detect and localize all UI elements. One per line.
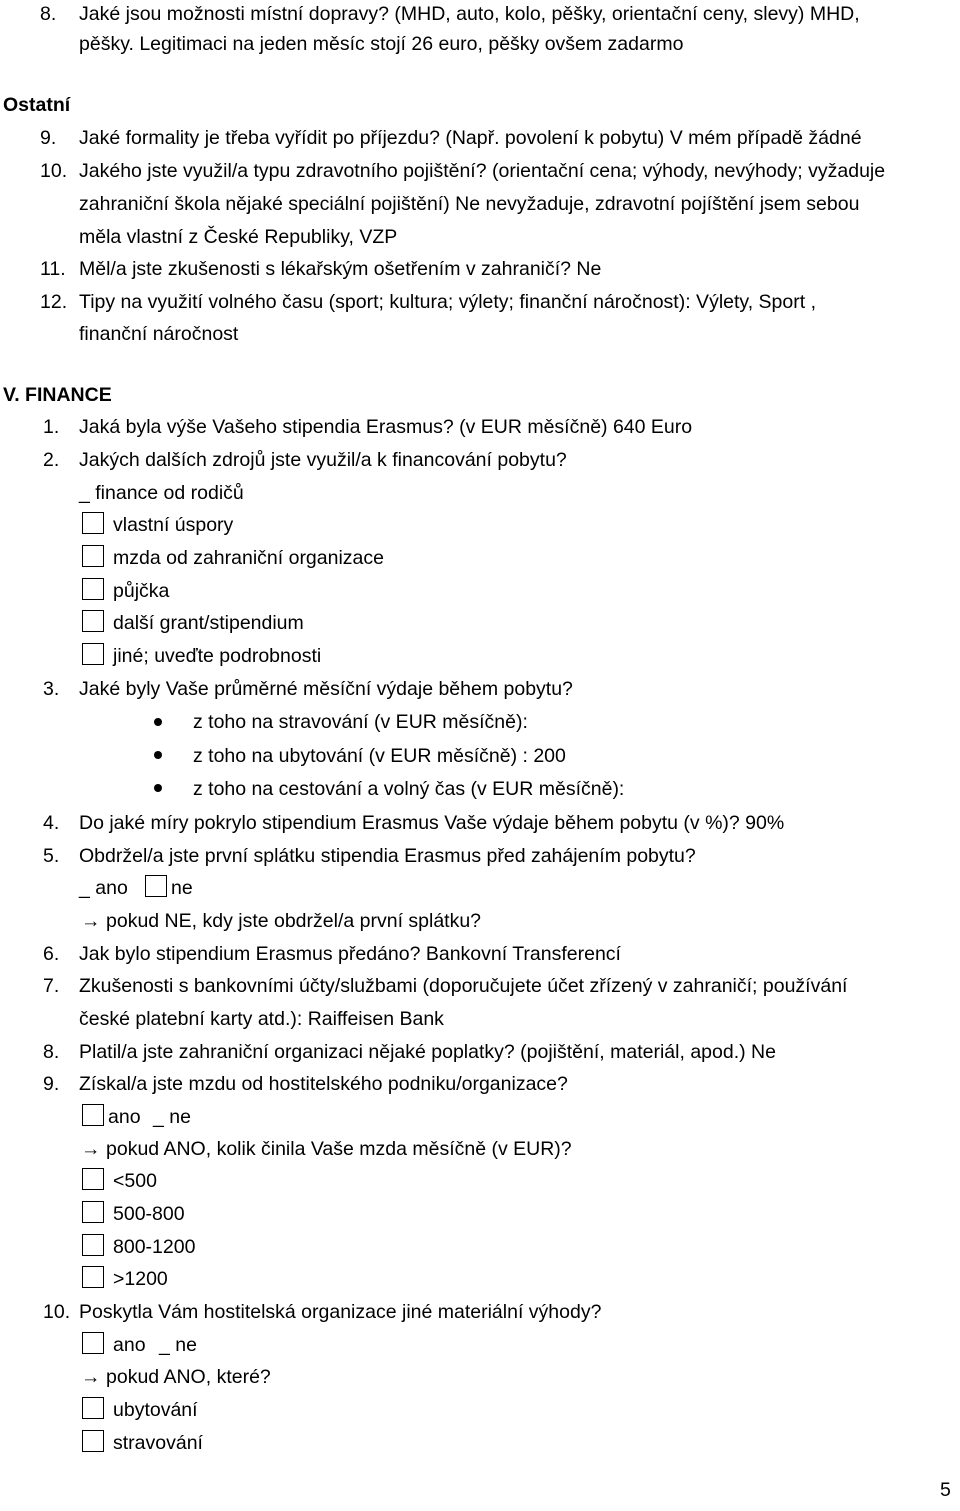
item-number: 9. [40,127,57,149]
checkbox[interactable] [82,1397,104,1419]
checkbox[interactable] [82,1430,104,1452]
question-text: Platil/a jste zahraniční organizaci nějaké poplatky? (pojištění, materiál, apod.) Ne [79,1041,776,1063]
checkbox[interactable] [82,1332,104,1354]
bullet [154,718,162,726]
item-number: 3. [43,678,60,700]
followup-text: pokud ANO, kolik činila Vaše mzda měsíčně (v EUR)? [106,1138,572,1160]
option-label: 800-1200 [113,1236,196,1258]
item-number: 9. [43,1073,60,1095]
option-label: >1200 [113,1268,168,1290]
question-text: Jaké byly Vaše průměrné měsíční výdaje během pobytu? [79,678,573,700]
checkbox[interactable] [82,1201,104,1223]
item-number: 10. [43,1301,71,1323]
checkbox[interactable] [82,1234,104,1256]
checkbox[interactable] [82,578,104,600]
question-text: Jakých dalších zdrojů jste využil/a k financování pobytu? [79,449,567,471]
arrow-icon: → [81,1138,101,1160]
bullet [154,751,162,759]
question-text: Měl/a jste zkušenosti s lékařským ošetřením v zahraničí? Ne [79,258,602,280]
question-text: Jak bylo stipendium Erasmus předáno? Bankovní Transferencí [79,943,621,965]
item-number: 1. [43,416,60,438]
question-text: Zkušenosti s bankovními účty/službami (doporučujete účet zřízený v zahraničí; používání [79,975,848,997]
option-label-ano: ano [108,1106,141,1128]
option-label-ne: _ ne [159,1334,197,1356]
option-label: ubytování [113,1399,198,1421]
option-label-ne: _ ne [153,1106,191,1128]
question-text: zahraniční škola nějaké speciální pojištění) Ne nevyžaduje, zdravotní pojíštění jsem sebou [79,193,860,215]
followup-text: pokud ANO, které? [106,1366,271,1388]
checkbox[interactable] [82,512,104,534]
question-text: pěšky. Legitimaci na jeden měsíc stojí 26 euro, pěšky ovšem zadarmo [79,33,684,55]
selected-option: _ finance od rodičů [79,482,244,504]
question-text: Do jaké míry pokrylo stipendium Erasmus Vaše výdaje během pobytu (v %)? 90% [79,812,785,834]
question-text: měla vlastní z České Republiky, VZP [79,226,398,248]
checkbox[interactable] [82,1168,104,1190]
section-heading-finance: V. FINANCE [3,384,112,406]
option-label-ano: ano [113,1334,146,1356]
item-number: 5. [43,845,60,867]
page-number: 5 [940,1479,951,1501]
item-number: 8. [43,1041,60,1063]
option-label-ne: ne [171,877,193,899]
checkbox[interactable] [145,875,167,897]
option-label: mzda od zahraniční organizace [113,547,384,569]
item-number: 10. [40,160,68,182]
item-number: 12. [40,291,68,313]
question-text: Jakého jste využil/a typu zdravotního pojištění? (orientační cena; výhody, nevýhody; vyžaduje [79,160,886,182]
option-label: jiné; uveďte podrobnosti [113,645,322,667]
option-label: stravování [113,1432,203,1454]
option-label: další grant/stipendium [113,612,304,634]
item-number: 6. [43,943,60,965]
item-number: 11. [40,258,66,280]
item-number: 2. [43,449,60,471]
option-label: půjčka [113,580,170,602]
item-number: 8. [40,3,57,25]
question-text: Získal/a jste mzdu od hostitelského podniku/organizace? [79,1073,568,1095]
question-text: Tipy na využití volného času (sport; kultura; výlety; finanční náročnost): Výlety, Sport , [79,291,816,313]
question-text: Jaká byla výše Vašeho stipendia Erasmus? (v EUR měsíčně) 640 Euro [79,416,693,438]
checkbox[interactable] [82,545,104,567]
question-text: Poskytla Vám hostitelská organizace jiné materiální výhody? [79,1301,602,1323]
bullet-text: z toho na stravování (v EUR měsíčně): [193,711,528,733]
arrow-icon: → [81,910,101,932]
bullet [154,784,162,792]
question-text: Jaké jsou možnosti místní dopravy? (MHD, auto, kolo, pěšky, orientační ceny, slevy) MHD, [79,3,860,25]
bullet-text: z toho na cestování a volný čas (v EUR měsíčně): [193,778,625,800]
checkbox[interactable] [82,1266,104,1288]
arrow-icon: → [81,1366,101,1388]
option-label: 500-800 [113,1203,185,1225]
bullet-text: z toho na ubytování (v EUR měsíčně) : 200 [193,745,566,767]
checkbox[interactable] [82,610,104,632]
section-heading-ostatni: Ostatní [3,94,71,116]
checkbox[interactable] [82,643,104,665]
option-label: <500 [113,1170,157,1192]
item-number: 7. [43,975,60,997]
followup-text: pokud NE, kdy jste obdržel/a první splátku? [106,910,482,932]
checkbox[interactable] [82,1104,104,1126]
question-text: Jaké formality je třeba vyřídit po příjezdu? (Např. povolení k pobytu) V mém případě žádné [79,127,862,149]
option-label-ano: _ ano [79,877,128,899]
option-label: vlastní úspory [113,514,234,536]
item-number: 4. [43,812,60,834]
question-text: české platební karty atd.): Raiffeisen Bank [79,1008,444,1030]
question-text: finanční náročnost [79,323,239,345]
question-text: Obdržel/a jste první splátku stipendia Erasmus před zahájením pobytu? [79,845,696,867]
